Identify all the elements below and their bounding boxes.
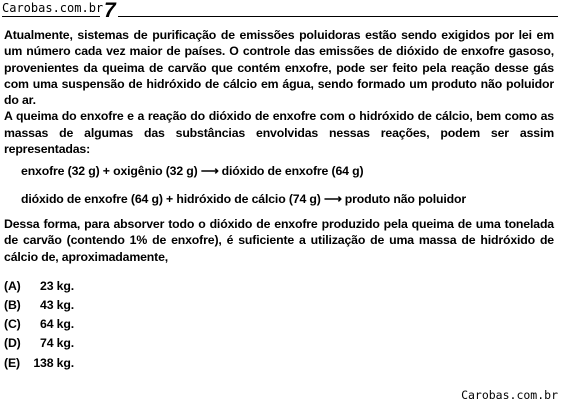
site-watermark-top: Carobas.com.br bbox=[2, 1, 104, 15]
question-paragraph: Dessa forma, para absorver todo o dióxido de enxofre produzido pela queima de uma tonelada de carvão (contendo 1% de enxofre), é suficiente a utilização de uma massa de hidróxido de cálcio de, aproximadamente, bbox=[4, 216, 554, 264]
option-c[interactable] bbox=[4, 315, 554, 334]
option-letter: (B) bbox=[4, 298, 21, 313]
option-e[interactable] bbox=[4, 354, 554, 373]
representation-paragraph: A queima do enxofre e a reação do dióxido de enxofre com o hidróxido de cálcio, bem como as massas de algumas das substâncias envolvidas nessas reações, podem ser assim representadas: bbox=[4, 109, 554, 157]
header-rule-right bbox=[118, 16, 558, 17]
option-letter: (E) bbox=[4, 355, 20, 370]
option-value: 138 kg. bbox=[33, 355, 74, 370]
answer-options bbox=[4, 277, 554, 373]
option-a[interactable] bbox=[4, 277, 554, 296]
option-letter: (C) bbox=[4, 317, 21, 332]
equation-combustion: enxofre (32 g) + oxigênio (32 g) ⟶ dióxido de enxofre (64 g) bbox=[21, 164, 364, 179]
option-value: 74 kg. bbox=[40, 336, 74, 351]
equation-neutralization: dióxido de enxofre (64 g) + hidróxido de cálcio (74 g) ⟶ produto não poluidor bbox=[21, 191, 467, 206]
option-d[interactable] bbox=[4, 334, 554, 353]
site-watermark-bottom: Carobas.com.br bbox=[461, 388, 558, 402]
option-value: 23 kg. bbox=[40, 278, 74, 293]
intro-paragraph: Atualmente, sistemas de purificação de emissões poluidoras estão sendo exigidos por lei em um número cada vez maior de países. O controle das emissões de dióxido de enxofre gasoso, provenientes da queima de carvão que contém enxofre, pode ser feito pela reação desse gás com uma suspensão de hidróxido de cálcio em água, sendo formado um produto não poluidor do ar. bbox=[4, 28, 554, 108]
option-letter: (A) bbox=[4, 278, 21, 293]
option-b[interactable] bbox=[4, 296, 554, 315]
option-letter: (D) bbox=[4, 336, 21, 351]
header-rule-left bbox=[2, 16, 100, 17]
option-value: 43 kg. bbox=[40, 298, 74, 313]
question-number: 7 bbox=[104, 0, 116, 22]
option-value: 64 kg. bbox=[40, 317, 74, 332]
question-body bbox=[4, 27, 554, 373]
